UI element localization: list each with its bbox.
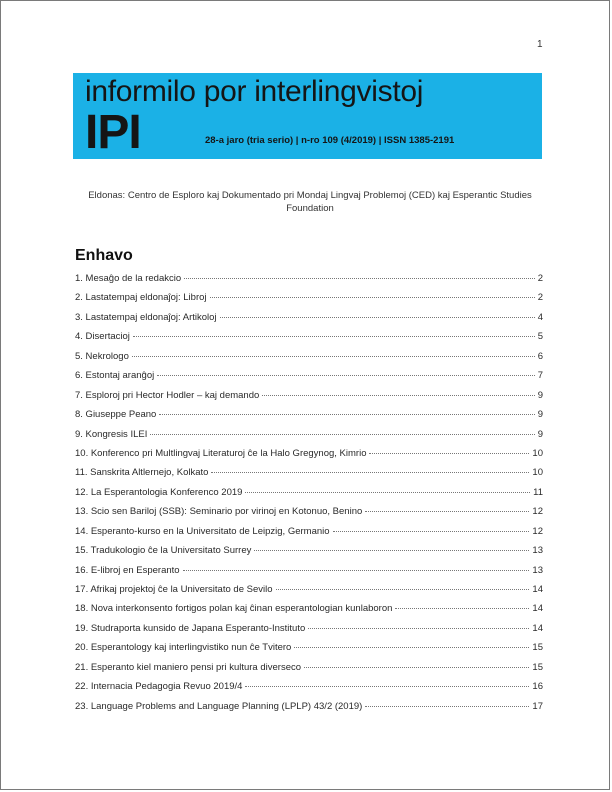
toc-dot-leader [304, 667, 529, 668]
toc-dot-leader [159, 414, 534, 415]
toc-dot-leader [365, 511, 529, 512]
masthead-banner [73, 73, 542, 159]
toc-entry-label[interactable]: 7. Esploroj pri Hector Hodler – kaj demando [75, 389, 260, 401]
toc-dot-leader [262, 395, 534, 396]
toc-entry-label[interactable]: 13. Scio sen Bariloj (SSB): Seminario por virinoj en Kotonuo, Benino [75, 506, 363, 518]
toc-entry-page[interactable]: 2 [537, 292, 543, 304]
toc-dot-leader [395, 608, 529, 609]
toc-entry[interactable] [75, 584, 543, 603]
toc-entry-label[interactable]: 21. Esperanto kiel maniero pensi pri kultura diverseco [75, 661, 302, 673]
toc-dot-leader [184, 278, 535, 279]
toc-dot-leader [308, 628, 529, 629]
toc-dot-leader [132, 356, 535, 357]
ipi-logo: IPI [85, 106, 141, 159]
toc-dot-leader [220, 317, 535, 318]
toc-entry-page[interactable]: 17 [532, 700, 543, 712]
toc-entry[interactable] [75, 526, 543, 545]
toc-entry-page[interactable]: 14 [532, 622, 543, 634]
toc-entry-page[interactable]: 10 [532, 447, 543, 459]
toc-entry-label[interactable]: 14. Esperanto-kurso en la Universitato de Leipzig, Germanio [75, 525, 330, 537]
toc-entry-page[interactable]: 11 [533, 486, 543, 498]
issue-info: 28-a jaro (tria serio) | n-ro 109 (4/2019) | ISSN 1385-2191 [205, 135, 455, 146]
toc-entry-page[interactable]: 16 [532, 681, 543, 693]
toc-entry-page[interactable]: 14 [532, 603, 543, 615]
toc-entry-page[interactable]: 6 [537, 350, 543, 362]
toc-entry[interactable] [75, 409, 543, 428]
toc-entry[interactable] [75, 370, 543, 389]
toc-entry-label[interactable]: 4. Disertacioj [75, 331, 130, 343]
toc-entry[interactable] [75, 623, 543, 642]
toc-entry-label[interactable]: 12. La Esperantologia Konferenco 2019 [75, 486, 243, 498]
toc-entry[interactable] [75, 545, 543, 564]
toc-entry-page[interactable]: 2 [537, 273, 543, 284]
toc-entry-label[interactable]: 9. Kongresis ILEI [75, 428, 148, 440]
toc-dot-leader [183, 570, 530, 571]
toc-dot-leader [245, 686, 529, 687]
toc-entry-page[interactable]: 12 [532, 506, 543, 518]
toc-entry[interactable] [75, 273, 543, 292]
toc-entry-label[interactable]: 11. Sanskrita Altlernejo, Kolkato [75, 467, 209, 479]
page-number: 1 [537, 39, 543, 50]
toc-entry[interactable] [75, 701, 543, 720]
toc-entry[interactable] [75, 603, 543, 622]
toc-entry-page[interactable]: 14 [532, 584, 543, 595]
toc-entry-page[interactable]: 15 [532, 642, 543, 654]
toc-entry[interactable] [75, 429, 543, 448]
toc-entry-page[interactable]: 15 [532, 661, 543, 673]
toc-entry[interactable] [75, 642, 543, 661]
toc-entry-page[interactable]: 9 [537, 409, 543, 421]
masthead-title: informilo por interlingvistoj [85, 75, 424, 108]
toc-entry-label[interactable]: 20. Esperantology kaj interlingvistiko nun ĉe Tvitero [75, 642, 292, 654]
toc-dot-leader [254, 550, 529, 551]
toc-entry[interactable] [75, 467, 543, 486]
toc-dot-leader [365, 706, 529, 707]
toc-entry-page[interactable]: 7 [537, 370, 543, 382]
toc-dot-leader [294, 647, 529, 648]
toc-entry[interactable] [75, 448, 543, 467]
toc-heading: Enhavo [75, 247, 133, 264]
toc-entry-page[interactable]: 10 [532, 467, 543, 479]
toc-entry-label[interactable]: 2. Lastatempaj eldonaĵoj: Libroj [75, 292, 207, 304]
toc-entry-label[interactable]: 16. E-libroj en Esperanto [75, 564, 180, 576]
toc-entry[interactable] [75, 331, 543, 350]
toc-entry-label[interactable]: 15. Tradukologio ĉe la Universitato Surrey [75, 545, 252, 557]
toc-entry-label[interactable]: 1. Mesaĝo de la redakcio [75, 273, 182, 284]
table-of-contents [75, 273, 543, 720]
toc-entry[interactable] [75, 292, 543, 311]
toc-entry-label[interactable]: 18. Nova interkonsento fortigos polan kaj ĉinan esperantologian kunlaboron [75, 603, 393, 615]
toc-dot-leader [133, 336, 535, 337]
toc-entry-page[interactable]: 9 [537, 389, 543, 401]
toc-entry[interactable] [75, 506, 543, 525]
toc-dot-leader [157, 375, 534, 376]
toc-entry-page[interactable]: 13 [532, 564, 543, 576]
toc-dot-leader [276, 589, 530, 590]
toc-entry-label[interactable]: 22. Internacia Pedagogia Revuo 2019/4 [75, 681, 243, 693]
toc-entry-label[interactable]: 5. Nekrologo [75, 350, 129, 362]
toc-entry-label[interactable]: 3. Lastatempaj eldonaĵoj: Artikoloj [75, 311, 217, 323]
toc-entry-label[interactable]: 19. Studraporta kunsido de Japana Esperanto-Instituto [75, 622, 306, 634]
toc-entry-page[interactable]: 9 [537, 428, 543, 440]
toc-entry[interactable] [75, 681, 543, 700]
toc-entry-page[interactable]: 12 [532, 525, 543, 537]
toc-entry-label[interactable]: 6. Estontaj aranĝoj [75, 370, 155, 382]
toc-entry[interactable] [75, 390, 543, 409]
toc-entry[interactable] [75, 565, 543, 584]
toc-dot-leader [245, 492, 530, 493]
toc-entry-page[interactable]: 13 [532, 545, 543, 557]
toc-entry-label[interactable]: 10. Konferenco pri Multlingvaj Literaturoj ĉe la Halo Gregynog, Kimrio [75, 447, 367, 459]
toc-dot-leader [210, 297, 535, 298]
toc-entry-page[interactable]: 4 [537, 311, 543, 323]
toc-dot-leader [369, 453, 529, 454]
toc-entry-label[interactable]: 17. Afrikaj projektoj ĉe la Universitato de Sevilo [75, 584, 273, 595]
toc-entry[interactable] [75, 662, 543, 681]
toc-entry-page[interactable]: 5 [537, 331, 543, 343]
toc-entry[interactable] [75, 312, 543, 331]
toc-entry[interactable] [75, 487, 543, 506]
publisher-line: Eldonas: Centro de Esploro kaj Dokumentado pri Mondaj Lingvaj Problemoj (CED) kaj Esperantic Studies Foundation [88, 190, 532, 214]
toc-entry[interactable] [75, 351, 543, 370]
toc-dot-leader [211, 472, 529, 473]
toc-entry-label[interactable]: 23. Language Problems and Language Planning (LPLP) 43/2 (2019) [75, 700, 363, 712]
toc-dot-leader [333, 531, 530, 532]
toc-entry-label[interactable]: 8. Giuseppe Peano [75, 409, 157, 421]
toc-dot-leader [150, 434, 534, 435]
